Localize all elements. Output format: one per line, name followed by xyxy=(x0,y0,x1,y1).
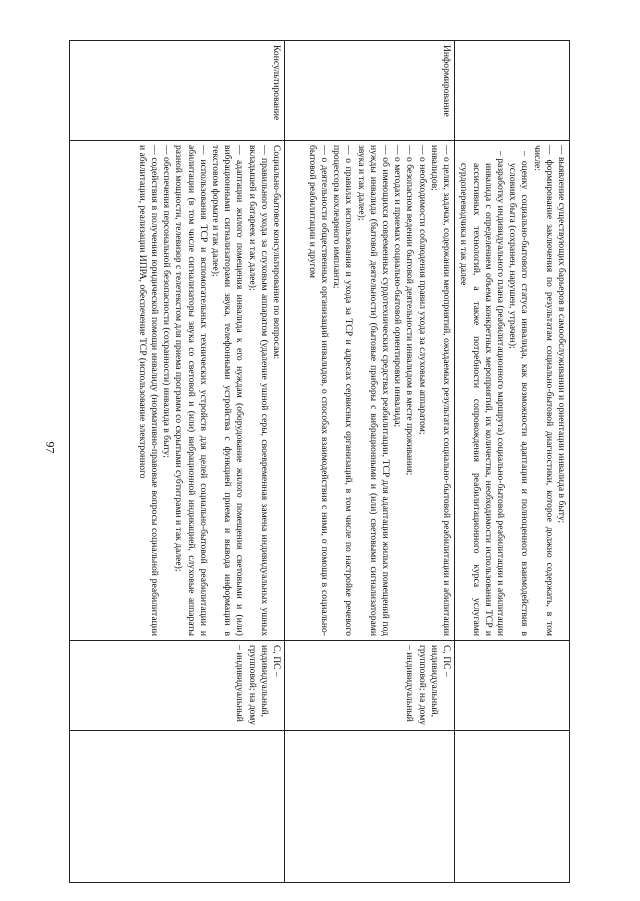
list-item: — адаптации жилого помещения инвалида к его нуждам (оборудование жилого помещения световыми и (или) вибрационными сигнализаторами звука, телефонными устройства с функцией приема и вывода информации в текстовом формате и так далее); xyxy=(209,145,246,636)
row-form-cell: С, ПС – индивидуальный, групповой; на дому – индивидуальный xyxy=(285,641,455,731)
list-item: — о деятельности общественных организаций инвалидов, о способах взаимодействия с ними, о помощи в социально-бытовой реабилитации и другом xyxy=(306,145,330,636)
row-extra-cell xyxy=(285,731,455,883)
row-extra-cell xyxy=(70,731,285,883)
row-label-cell: Информирование xyxy=(285,41,455,141)
row-label-cell xyxy=(455,41,570,141)
list-item: – разработку индивидуального плана (реабилитационного маршрута) социально-бытовой реабилитации и абилитации инвалида с определением объема конкретных мероприятий, их количества, необходимости использования ТСР и ассистивных технологий, а также потребности сопровождения реабилитационного курса услугами сурдопереводчика и так далее xyxy=(457,145,506,636)
row-extra-cell xyxy=(455,731,570,883)
list-item: — о правилах использования и ухода за ТСР и адресах сервисных организаций, в том числе по настройке речевого процессора кохлеарного импланта; xyxy=(330,145,354,636)
table-row xyxy=(455,41,570,883)
list-item: – оценку социально-бытового статуса инвалида, как возможности адаптации и полноценного взаимодействия в условиях быта (сохранен, нарушен, утрачен); xyxy=(506,145,530,636)
page-number: 97 xyxy=(43,441,58,454)
list-item: — обеспечения персональной безопасности (сохранности) инвалида в быту; xyxy=(160,145,172,636)
row-content-cell xyxy=(455,141,570,641)
list-item: — правильного ухода за слуховым аппаратом (удаление ушной серы, своевременная замена индивидуальных ушных вкладышей и батареек и так далее); xyxy=(245,145,269,636)
services-table xyxy=(69,40,570,883)
row-content-cell xyxy=(285,141,455,641)
table-row xyxy=(70,41,285,883)
list-item: — выявление существующих барьеров в самообслуживании и ориентации инвалида в быту; xyxy=(555,145,567,636)
list-item: — формирование заключения по результатам социально-бытовой диагностики, которое должно содержать, в том числе: xyxy=(530,145,554,636)
table-row xyxy=(285,41,455,883)
list-item: — о безопасном ведении бытовой деятельности инвалидом в месте проживания; xyxy=(403,145,415,636)
list-item: — о целях, задачах, содержании мероприятий, ожидаемых результатах социально-бытовой реабилитации и абилитации инвалидов; xyxy=(428,145,452,636)
list-item: — о необходимости соблюдения правил ухода за слуховым аппаратом; xyxy=(415,145,427,636)
rotated-table-page xyxy=(70,40,570,882)
list-item: — о методах и приемах социально-бытовой ориентировки инвалида; xyxy=(391,145,403,636)
row-form-cell: С, ПС – индивидуальный, групповой; на дому – индивидуальный xyxy=(70,641,285,731)
row-content-cell xyxy=(70,141,285,641)
list-item: — содействия в получении юридической помощи инвалиду (нормативно-правовые вопросы социальной реабилитации и абилитации, реализации ИПРА, обеспечение ТСР (использование электронного xyxy=(136,145,160,636)
list-item: Социально-бытовое консультирование по вопросам: xyxy=(271,145,282,360)
row-label-cell: Консультирование xyxy=(70,41,285,141)
row-form-cell xyxy=(455,641,570,731)
list-item: — об имеющихся современных сурдотехнических средствах реабилитации, ТСР для адаптации жилых помещений под нужды инвалида (бытовой деятельности) (бытовые приборы с вибрационными и (или) световыми сигнализаторами звука и так далее); xyxy=(354,145,391,636)
list-item: — использования ТСР и вспомогательных технических устройств для целей социально-бытовой реабилитации и абилитации (в том числе сигнализаторы звука со световой и (или) вибрационной индикацией, слуховые аппараты разной мощности, телевизор с телетекстом для приема программ со скрытыми субтитрами и так далее); xyxy=(172,145,209,636)
